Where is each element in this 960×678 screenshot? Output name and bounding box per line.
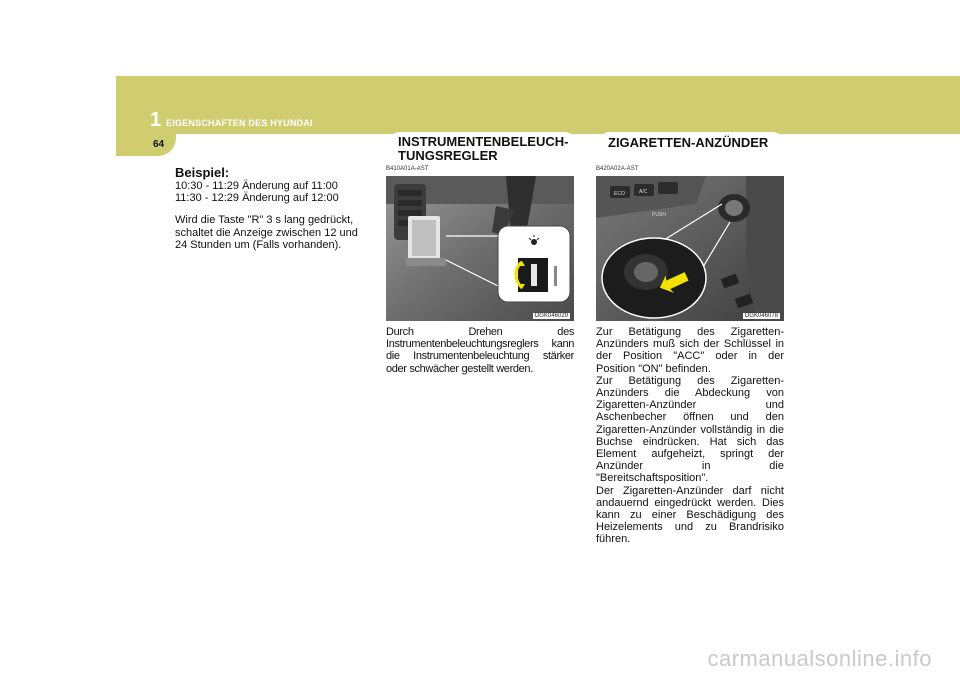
section-title-lighter: ZIGARETTEN-ANZÜNDER [608, 135, 769, 150]
lighter-photo [596, 176, 784, 321]
section-code-lighter: B420A02A-AST [596, 166, 639, 172]
example-title: Beispiel: [175, 165, 230, 180]
section-title-line1: INSTRUMENTENBELEUCH- [398, 134, 569, 149]
dimmer-paragraph: Durch Drehen des Instrumentenbeleuchtungsreglers kann die Instrumentenbeleuchtung stärker oder schwächer gestellt werden. [386, 326, 574, 375]
lighter-paragraph-3: Der Zigaretten-Anzünder darf nicht andauernd eingedrückt werden. Dies kann zu einer Beschädigung des Heizelements und zu Brandrisiko führen. [596, 484, 784, 546]
section-tab-dimmer [386, 132, 578, 163]
example-line-1: 10:30 - 11:29 Änderung auf 11:00 [175, 180, 338, 192]
lighter-illustration [596, 176, 784, 321]
chapter-title: EIGENSCHAFTEN DES HYUNDAI [166, 118, 313, 128]
image-code-dimmer: OGK046029 [534, 313, 568, 319]
chapter-number: 1 [150, 109, 162, 131]
section-tab-lighter [596, 132, 786, 158]
lighter-paragraph-1: Zur Betätigung des Zigaretten-Anzünders muß sich der Schlüssel in der Position "ACC" oder in der Position "ON" befinden. [596, 326, 784, 375]
page-number-tab [116, 134, 176, 156]
dimmer-photo [386, 176, 574, 321]
format-paragraph: Wird die Taste "R" 3 s lang gedrückt, schaltet die Anzeige zwischen 12 und 24 Stunden um (Falls vorhanden). [175, 214, 358, 251]
image-code-lighter: OGK046078 [744, 313, 778, 319]
lighter-paragraph-2: Zur Betätigung des Zigaretten-Anzünders die Abdeckung von Zigaretten-Anzünder und Aschenbecher öffnen und den Zigaretten-Anzünder vollständig in die Buchse eindrücken. Hat sich das Element aufgeheizt, springt der Anzünder in die "Bereitschaftsposition". [596, 374, 784, 485]
dimmer-illustration [386, 176, 574, 321]
page-number: 64 [153, 139, 165, 150]
panel-label-push: PUSH [652, 212, 666, 218]
column1-text [175, 166, 367, 251]
section-title-dimmer [386, 132, 578, 163]
panel-label-eco: ECO [614, 191, 625, 197]
lighter-text [596, 326, 784, 546]
chapter-heading [150, 109, 313, 132]
section-code-dimmer: B410A01A-AST [386, 166, 429, 172]
section-title-line2: TUNGSREGLER [398, 148, 498, 163]
watermark: carmanualsonline.info [707, 646, 932, 671]
example-line-2: 11:30 - 12:29 Änderung auf 12:00 [175, 192, 339, 205]
panel-label-ac: A/C [639, 189, 648, 195]
